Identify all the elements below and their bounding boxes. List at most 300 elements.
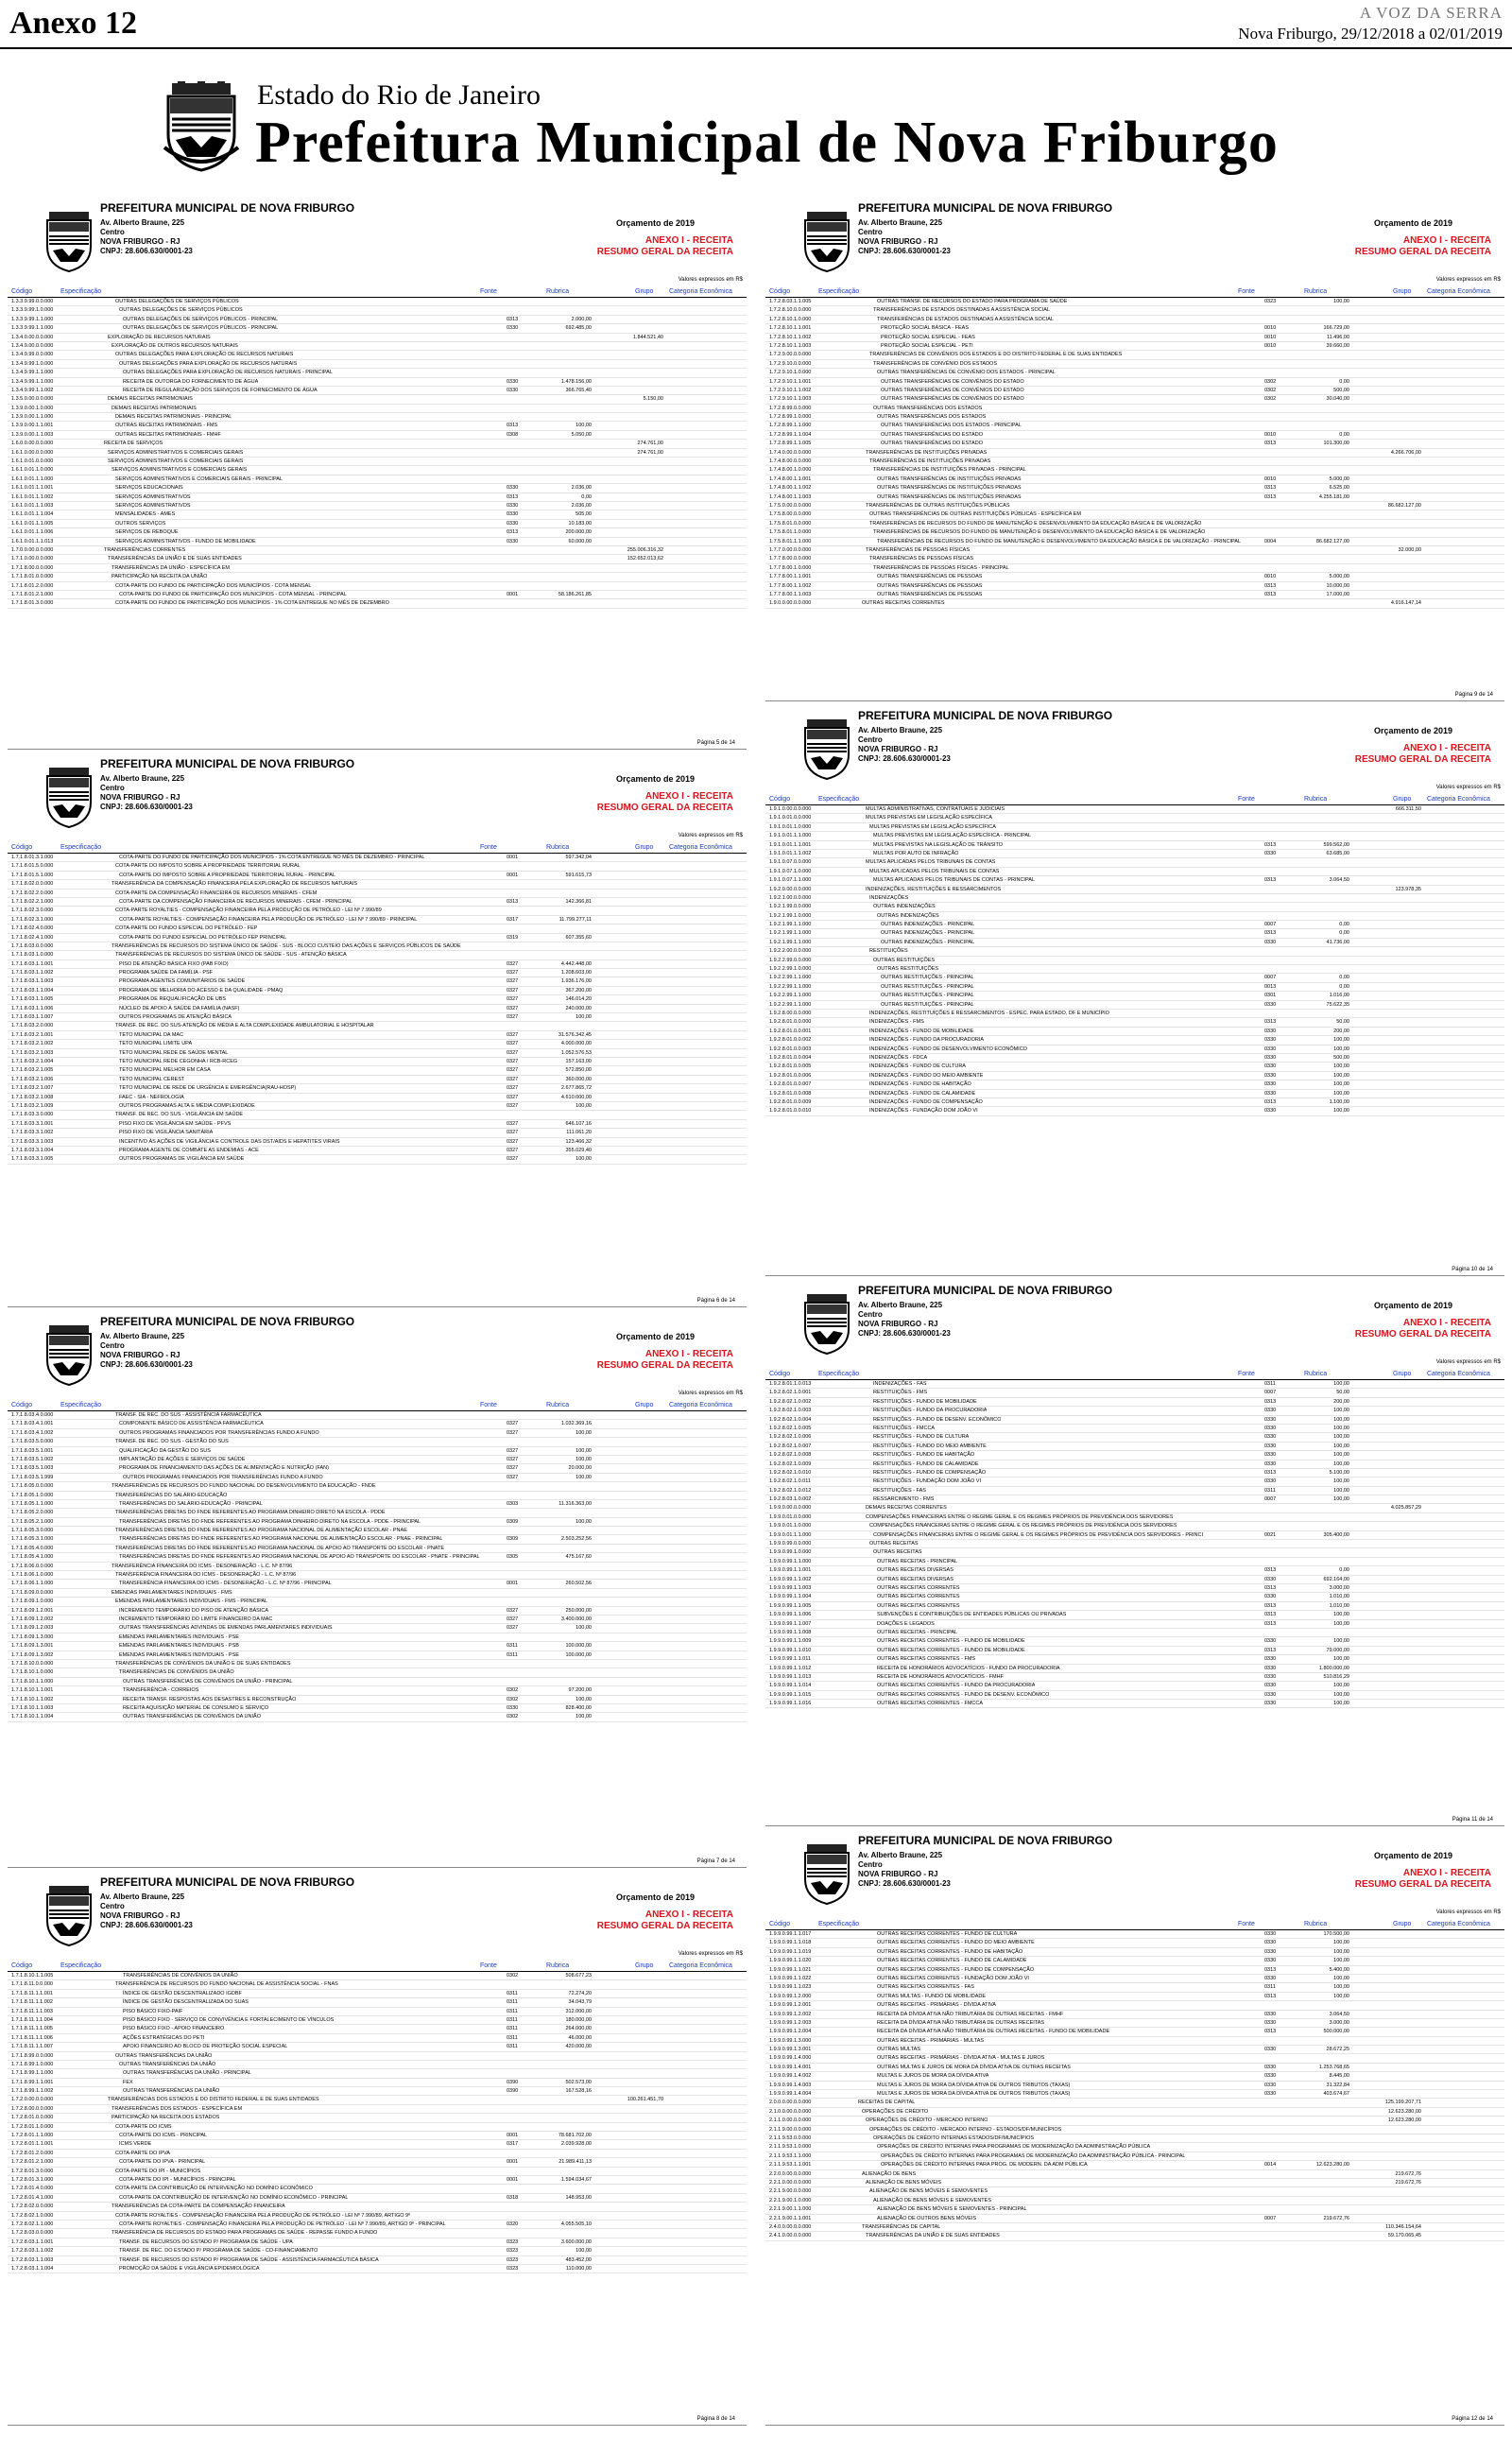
row-fonte: 0327 — [507, 1616, 519, 1622]
row-especificacao: TRANSFERÊNCIA DE RECURSOS DO ESTADO PARA PROGRAMAS DE SAÚDE - REPASSE FUNDO A FUNDO — [112, 2230, 378, 2237]
row-codigo: 1.9.2.8.00.0.0.000 — [769, 1010, 812, 1016]
row-especificacao: QUALIFICAÇÃO DA GESTÃO DO SUS — [119, 1447, 211, 1454]
row-rubrica: 100,00 — [1333, 1691, 1349, 1698]
row-rubrica: 5.400,00 — [1329, 1966, 1349, 1973]
row-codigo: 1.6.1.0.01.1.1.000 — [11, 475, 54, 482]
row-especificacao: SERVIÇOS ADMINISTRATIVOS E COMERCIAIS GERAIS - PRINCIPAL — [115, 475, 283, 482]
row-especificacao: COTA-PARTE DA CONTRIBUIÇÃO DE INTERVENÇÃO NO DOMÍNIO ECONÔMICO — [115, 2186, 313, 2192]
row-codigo: 1.7.1.8.03.5.1.999 — [11, 1474, 54, 1480]
row-codigo: 1.7.2.8.00.0.0.000 — [11, 2105, 54, 2112]
row-rubrica: 3.064,50 — [1329, 877, 1349, 884]
row-especificacao: OPERAÇÕES DE CRÉDITO - MERCADO INTERNO - ESTADOS/DF/MUNICÍPIOS — [869, 2126, 1062, 2133]
row-fonte: 0313 — [507, 898, 519, 905]
col-grupo: Grupo — [1393, 1371, 1412, 1377]
organization-name: PREFEITURA MUNICIPAL DE NOVA FRIBURGO — [858, 1284, 1113, 1297]
row-codigo: 1.9.2.8.01.0.0.009 — [769, 1098, 812, 1105]
row-especificacao: SUBVENÇÕES E CONTRIBUIÇÕES DE ENTIDADES PÚBLICAS OU PRIVADAS — [877, 1612, 1067, 1618]
row-especificacao: OPERAÇÕES DE CRÉDITO INTERNAS ESTADOS/DF/MUNICÍPIOS — [873, 2134, 1035, 2141]
row-rubrica: 502.573,00 — [565, 2079, 592, 2085]
row-codigo: 2.1.1.9.53.0.0.000 — [769, 2134, 812, 2141]
col-grupo: Grupo — [635, 844, 654, 851]
currency-note: Valores expressos em R$ — [678, 1391, 743, 1396]
row-fonte: 0330 — [507, 325, 519, 332]
row-fonte: 0390 — [507, 2088, 519, 2095]
table-row — [8, 1509, 747, 1517]
address-street: Av. Alberto Braune, 225 — [100, 1332, 185, 1340]
row-fonte: 0330 — [1264, 1090, 1277, 1097]
table-row — [8, 2114, 747, 2122]
row-fonte: 0302 — [507, 1687, 519, 1694]
table-row — [765, 921, 1504, 929]
row-fonte: 0313 — [507, 493, 519, 500]
row-rubrica: 4.055.505,10 — [560, 2221, 592, 2227]
row-fonte: 0313 — [1264, 591, 1277, 597]
table-row — [8, 378, 747, 387]
coat-of-arms-icon — [43, 767, 94, 829]
col-categoria: Categoria Econômica — [1427, 1921, 1490, 1927]
table-row — [765, 351, 1504, 359]
row-especificacao: PISO DE ATENÇÃO BÁSICA FIXO (PAB FIXO) — [119, 960, 229, 967]
table-row — [765, 1080, 1504, 1089]
col-rubrica: Rubrica — [1304, 1371, 1328, 1377]
report-page-9 — [765, 194, 1504, 701]
coat-of-arms-icon — [43, 211, 94, 273]
row-fonte: 0327 — [507, 1014, 519, 1021]
table-row — [765, 1655, 1504, 1664]
row-fonte: 0311 — [507, 1999, 518, 2006]
budget-year: Orçamento de 2019 — [616, 774, 696, 784]
row-rubrica: 100.000,00 — [565, 1643, 592, 1650]
col-categoria: Categoria Econômica — [669, 288, 732, 295]
table-row — [765, 1107, 1504, 1115]
coat-of-arms-icon — [43, 1885, 94, 1947]
table-row — [765, 334, 1504, 342]
cnpj: CNPJ: 28.606.630/0001-23 — [100, 247, 193, 255]
row-codigo: 1.7.1.8.03.3.1.001 — [11, 1120, 54, 1127]
table-row — [8, 520, 747, 528]
row-rubrica: 1.100,00 — [1329, 1098, 1349, 1105]
row-fonte: 0010 — [1264, 325, 1277, 332]
table-row — [765, 1407, 1504, 1415]
row-rubrica: 100,00 — [576, 1456, 592, 1462]
table-row — [8, 977, 747, 986]
table-row — [765, 2019, 1504, 2028]
annex-receita: ANEXO I - RECEITA — [644, 1910, 733, 1920]
row-especificacao: RESTITUIÇÕES - FUNDO DE MOBILIDADE — [873, 1398, 977, 1405]
table-row — [765, 1018, 1504, 1027]
row-codigo: 1.7.1.8.03.2.1.003 — [11, 1049, 54, 1056]
report-header — [765, 194, 1504, 286]
annex-receita: ANEXO I - RECEITA — [1402, 1868, 1491, 1878]
table-row — [765, 502, 1504, 510]
table-row — [8, 1660, 747, 1668]
row-codigo: 1.9.9.0.99.1.1.016 — [769, 1701, 812, 1707]
row-rubrica: 508.677,23 — [565, 1973, 592, 1979]
row-especificacao: RESTITUIÇÕES - FUNDO DE COMPENSAÇÃO — [873, 1469, 987, 1476]
row-fonte: 0330 — [507, 378, 519, 385]
row-especificacao: OUTRAS TRANSFERÊNCIAS DA UNIÃO — [119, 2061, 216, 2067]
row-rubrica: 101.300,00 — [1323, 441, 1349, 447]
table-row — [765, 1957, 1504, 1965]
row-especificacao: OPERAÇÕES DE CRÉDITO INTERNAS PARA PROGRAMAS DE MODERNIZAÇÃO DA ADMINISTRAÇÃO PÚBLICA — [877, 2144, 1151, 2151]
row-especificacao: OUTRAS RECEITAS CORRENTES - FUNDO DE MOBILIDADE — [877, 1647, 1025, 1653]
row-rubrica: 30.040,00 — [1326, 396, 1349, 403]
annex-label — [1355, 1868, 1491, 1891]
row-total: 100.261.451,70 — [627, 2097, 663, 2103]
page-number: Página 7 de 14 — [696, 1858, 735, 1864]
row-codigo: 2.1.1.9.53.1.1.000 — [769, 2152, 812, 2159]
row-codigo: 1.7.1.8.11.1.1.002 — [11, 1999, 53, 2006]
row-codigo: 1.7.1.8.02.4.0.000 — [11, 925, 54, 932]
annex-title: Anexo 12 — [9, 6, 138, 41]
row-fonte: 0313 — [1264, 930, 1277, 937]
row-especificacao: TRANSFERÊNCIAS DOS ESTADOS E DO DISTRITO FEDERAL E DE SUAS ENTIDADES — [108, 2097, 319, 2103]
table-row — [765, 2090, 1504, 2099]
row-fonte: 0330 — [1264, 1416, 1277, 1423]
row-rubrica: 100,00 — [1333, 1037, 1349, 1044]
row-especificacao: COMPONENTE BÁSICO DE ASSISTÊNCIA FARMACÊUTICA — [119, 1421, 264, 1427]
row-fonte: 0330 — [1264, 1594, 1277, 1600]
table-row — [765, 1930, 1504, 1939]
row-especificacao: EMENDAS PARLAMENTARES INDIVIDUAIS - FMS — [112, 1589, 232, 1596]
col-codigo: Código — [11, 1402, 33, 1408]
row-codigo: 1.7.1.8.02.2.1.000 — [11, 898, 54, 905]
table-row — [8, 1155, 747, 1164]
col-especificacao: Especificação — [818, 1371, 860, 1377]
row-especificacao: OUTRAS DELEGAÇÕES DE SERVIÇOS PÚBLICOS - PRINCIPAL — [123, 325, 279, 332]
row-fonte: 0313 — [1264, 1612, 1277, 1618]
row-codigo: 1.7.1.8.05.2.0.000 — [11, 1510, 54, 1516]
row-fonte: 0327 — [507, 1031, 519, 1038]
table-row — [765, 2179, 1504, 2187]
table-row — [765, 1522, 1504, 1530]
row-especificacao: OUTRAS RECEITAS CORRENTES - FUNDO DE CULTURA — [877, 1931, 1018, 1937]
table-row — [765, 1389, 1504, 1397]
row-fonte: 0007 — [1264, 1390, 1277, 1396]
row-codigo: 1.7.1.8.03.2.1.001 — [11, 1031, 54, 1038]
col-especificacao: Especificação — [818, 288, 860, 295]
row-especificacao: TRANSFERÊNCIAS DA UNIÃO E DE SUAS ENTIDADES — [108, 556, 242, 562]
row-especificacao: TRANSFERÊNCIAS DE RECURSOS DO FUNDO DE MANUTENÇÃO E DESENVOLVIMENTO DA EDUCAÇÃO BÁSICA E DE VALORIZAÇÃO — [873, 529, 1206, 536]
row-rubrica: 646.107,16 — [565, 1120, 592, 1127]
table-row — [8, 1049, 747, 1058]
row-codigo: 1.9.2.8.01.0.0.000 — [769, 1019, 812, 1026]
row-fonte: 0311 — [1264, 1984, 1276, 1991]
row-fonte: 0302 — [1264, 378, 1277, 385]
row-especificacao: OUTRAS RECEITAS CORRENTES - FUNDO DO MEIO AMBIENTE — [877, 1940, 1035, 1946]
address-city: NOVA FRIBURGO - RJ — [100, 1351, 180, 1359]
table-row — [765, 564, 1504, 573]
row-codigo: 2.0.0.0.00.0.0.000 — [769, 2100, 812, 2106]
organization-name: PREFEITURA MUNICIPAL DE NOVA FRIBURGO — [858, 201, 1113, 215]
row-codigo: 1.7.1.8.05.1.0.000 — [11, 1492, 54, 1498]
row-especificacao: OUTRAS DELEGAÇÕES PARA EXPLORAÇÃO DE RECURSOS NATURAIS — [119, 360, 298, 367]
table-row — [765, 1010, 1504, 1018]
row-codigo: 1.9.2.2.99.0.0.000 — [769, 957, 812, 963]
row-codigo: 1.3.4.9.99.0.0.000 — [11, 352, 54, 358]
row-fonte: 0327 — [507, 1094, 519, 1100]
row-codigo: 1.7.2.8.99.1.0.000 — [769, 414, 812, 421]
row-codigo: 1.7.2.8.01.4.0.000 — [11, 2186, 54, 2192]
row-codigo: 1.3.9.0.00.1.1.001 — [11, 423, 54, 429]
row-rubrica: 367.200,00 — [565, 987, 592, 994]
row-codigo: 1.7.1.8.03.3.1.002 — [11, 1130, 54, 1136]
row-especificacao: OUTRAS RECEITAS - PRIMÁRIAS - DÍVIDA ATIVA — [877, 2002, 996, 2009]
row-rubrica: 31.322,84 — [1326, 2082, 1349, 2088]
row-especificacao: TRANSFERÊNCIAS DO SALÁRIO-EDUCAÇÃO - PRINCIPAL — [119, 1500, 263, 1507]
row-rubrica: 100,00 — [1333, 1063, 1349, 1070]
table-row — [765, 886, 1504, 894]
row-rubrica: 170.500,00 — [1323, 1931, 1349, 1937]
row-rubrica: 0,00 — [581, 493, 592, 500]
row-rubrica: 1.800.000,00 — [1318, 1665, 1349, 1671]
row-especificacao: PISO FIXO DE VIGILÂNCIA SANITÁRIA — [119, 1130, 214, 1136]
row-rubrica: 100,00 — [1333, 1683, 1349, 1689]
row-rubrica: 180.000,00 — [565, 2016, 592, 2023]
row-rubrica: 572.850,00 — [565, 1067, 592, 1074]
row-rubrica: 86.682.127,00 — [1315, 538, 1349, 544]
row-fonte: 0330 — [1264, 1478, 1277, 1485]
row-codigo: 1.9.1.0.00.0.0.000 — [769, 806, 812, 812]
right-column — [765, 194, 1504, 2426]
row-fonte: 0311 — [1264, 1381, 1276, 1387]
row-rubrica: 1.032.369,16 — [560, 1421, 592, 1427]
row-fonte: 0323 — [507, 2256, 519, 2263]
table-row — [8, 1972, 747, 1980]
col-categoria: Categoria Econômica — [669, 1402, 732, 1408]
table-row — [765, 912, 1504, 921]
row-codigo: 1.9.9.0.99.1.1.005 — [769, 1602, 812, 1609]
row-codigo: 1.9.9.0.99.1.3.000 — [769, 2037, 812, 2044]
table-row — [8, 466, 747, 475]
table-row — [8, 493, 747, 502]
row-rubrica: 100,00 — [1333, 1487, 1349, 1494]
row-rubrica: 475.167,60 — [565, 1554, 592, 1561]
table-row — [8, 1429, 747, 1438]
row-codigo: 1.7.2.8.01.1.1.001 — [11, 2141, 54, 2148]
row-rubrica: 366.765,40 — [565, 387, 592, 393]
row-fonte: 0313 — [1264, 877, 1277, 884]
row-fonte: 0327 — [507, 1102, 519, 1109]
row-especificacao: ICMS VERDE — [119, 2141, 152, 2148]
row-fonte: 0330 — [507, 520, 519, 527]
row-total: 274.761,00 — [637, 441, 663, 447]
row-especificacao: OUTRAS INDENIZAÇÕES - PRINCIPAL — [881, 930, 975, 937]
row-especificacao: ALIENAÇÃO DE BENS MÓVEIS E SEMOVENTES — [869, 2188, 988, 2195]
row-rubrica: 3.600.000,00 — [560, 2238, 592, 2245]
row-fonte: 0327 — [507, 1456, 519, 1462]
row-rubrica: 6.525,00 — [1329, 485, 1349, 492]
row-rubrica: 100,00 — [1333, 1975, 1349, 1981]
address-district: Centro — [100, 1902, 125, 1910]
table-row — [765, 1495, 1504, 1504]
row-fonte: 0327 — [507, 1447, 519, 1454]
row-codigo: 1.9.2.8.02.1.0.005 — [769, 1425, 812, 1431]
row-especificacao: INDENIZAÇÕES - FUNDO DE MOBILIDADE — [869, 1028, 974, 1034]
row-codigo: 1.7.2.8.01.2.1.000 — [11, 2159, 54, 2166]
table-row — [765, 965, 1504, 974]
row-fonte: 0330 — [1264, 2019, 1277, 2026]
row-codigo: 1.7.4.0.00.0.0.000 — [769, 449, 812, 456]
annex-receita: ANEXO I - RECEITA — [1402, 235, 1491, 246]
table-body — [8, 1972, 747, 2273]
row-fonte: 0330 — [1264, 1948, 1277, 1955]
table-row — [8, 342, 747, 351]
row-codigo: 1.3.4.9.99.1.1.000 — [11, 378, 54, 385]
col-codigo: Código — [11, 288, 33, 295]
currency-note: Valores expressos em R$ — [1435, 1359, 1501, 1365]
table-row — [765, 2064, 1504, 2072]
row-rubrica: 1.010,00 — [1329, 1594, 1349, 1600]
row-especificacao: TETO MUNICIPAL DE REDE DE URGÊNCIA E EMERGÊNCIA(RAU-HOSP) — [119, 1085, 297, 1092]
row-fonte: 0330 — [507, 511, 519, 518]
row-codigo: 1.9.1.0.01.0.0.000 — [769, 815, 812, 821]
row-especificacao: ALIENAÇÃO DE BENS — [862, 2170, 917, 2177]
table-row — [765, 1054, 1504, 1063]
coat-of-arms-icon — [801, 1293, 852, 1356]
row-fonte: 0327 — [507, 1421, 519, 1427]
row-rubrica: 58.186.261,85 — [558, 591, 592, 597]
row-especificacao: OUTRAS RECEITAS - PRIMÁRIAS - DÍVIDA ATIVA - MULTAS E JUROS — [877, 2055, 1045, 2062]
row-especificacao: RESTITUIÇÕES - FUNDO DE DESENV. ECONÔMICO — [873, 1416, 1002, 1423]
table-row — [8, 582, 747, 591]
row-fonte: 0004 — [1264, 538, 1277, 544]
row-especificacao: PARTICIPAÇÃO NA RECEITA DA UNIÃO — [112, 574, 208, 580]
row-codigo: 1.9.2.8.01.0.0.008 — [769, 1090, 812, 1097]
row-especificacao: EMENDAS PARLAMENTARES INDIVIDUAIS - PSE — [119, 1633, 239, 1640]
table-row — [765, 832, 1504, 840]
row-especificacao: OUTRAS TRANSFERÊNCIAS DE CONVÊNIOS DO ESTADO — [881, 387, 1024, 393]
table-row — [8, 2185, 747, 2193]
row-codigo: 1.9.2.1.99.1.1.000 — [769, 930, 812, 937]
table-body — [765, 1380, 1504, 1708]
col-codigo: Código — [11, 844, 33, 851]
table-row — [765, 599, 1504, 608]
row-especificacao: OUTRAS RECEITAS DIVERSAS — [877, 1567, 954, 1574]
row-especificacao: TRANSFERÊNCIAS DA UNIÃO - ESPECÍFICA EM — [112, 564, 230, 571]
row-especificacao: COMPENSAÇÕES FINANCEIRAS ENTRE O REGIME GERAL E OS REGIMES PRÓPRIOS DE PREVIDÊNCIA DOS SERVIDORES — [866, 1513, 1174, 1520]
col-grupo: Grupo — [635, 1962, 654, 1969]
row-codigo: 1.3.3.9.99.0.0.000 — [11, 299, 54, 304]
row-codigo: 1.3.4.0.00.0.0.000 — [11, 334, 54, 340]
row-codigo: 1.7.2.8.03.0.0.000 — [11, 2230, 54, 2237]
row-rubrica: 100,00 — [1333, 1072, 1349, 1079]
newspaper-name: A VOZ DA SERRA — [1359, 4, 1503, 22]
row-total: 274.761,00 — [637, 449, 663, 456]
resumo-geral: RESUMO GERAL DA RECEITA — [596, 247, 733, 257]
table-row — [765, 1090, 1504, 1098]
row-codigo: 1.9.2.8.02.1.0.009 — [769, 1460, 812, 1467]
table-row — [8, 1527, 747, 1535]
col-fonte: Fonte — [480, 1402, 497, 1408]
table-row — [8, 1464, 747, 1473]
row-especificacao: INCREMENTO TEMPORÁRIO DO LIMITE FINANCEIRO DA MAC — [119, 1616, 273, 1622]
row-especificacao: SERVIÇOS ADMINISTRATIVOS - FUNDO DE MOBILIDADE — [115, 538, 256, 544]
row-rubrica: 100,00 — [1333, 1620, 1349, 1627]
row-codigo: 1.9.9.0.01.0.0.000 — [769, 1513, 812, 1520]
row-codigo: 1.9.9.0.99.1.3.001 — [769, 2047, 812, 2053]
table-row — [765, 2117, 1504, 2125]
address-street: Av. Alberto Braune, 225 — [100, 218, 185, 227]
row-especificacao: TRANSFERÊNCIAS DIRETAS DO FNDE REFERENTES AO PROGRAMA NACIONAL DE APOIO AO TRANSPORTE DO ESCOLAR - PNATE — [115, 1545, 445, 1551]
table-row — [8, 1642, 747, 1650]
table-row — [765, 1063, 1504, 1071]
table-row — [8, 907, 747, 915]
row-total: 12.623.280,00 — [1387, 2117, 1421, 2124]
table-row — [765, 573, 1504, 581]
table-row — [765, 1540, 1504, 1548]
row-total: 152.652.013,62 — [627, 556, 663, 562]
row-codigo: 1.7.1.8.11.1.1.004 — [11, 2016, 53, 2023]
currency-note: Valores expressos em R$ — [1435, 277, 1501, 283]
row-codigo: 1.9.9.0.99.1.0.000 — [769, 1549, 812, 1556]
row-codigo: 1.7.1.8.10.1.1.005 — [11, 1973, 54, 1979]
annex-label — [1355, 743, 1491, 766]
row-fonte: 0010 — [1264, 475, 1277, 482]
row-especificacao: MULTAS APLICADAS PELOS TRIBUNAIS DE CONTAS — [866, 859, 996, 866]
table-row — [765, 1046, 1504, 1054]
col-rubrica: Rubrica — [1304, 1921, 1328, 1927]
row-especificacao: RECEITA DA DÍVIDA ATIVA NÃO TRIBUTÁRIA DE OUTRAS RECEITAS — [877, 2019, 1045, 2026]
row-fonte: 0330 — [1264, 1576, 1277, 1582]
row-codigo: 1.7.1.8.10.1.1.000 — [11, 1678, 54, 1685]
row-rubrica: 1.478.156,00 — [560, 378, 592, 385]
row-rubrica: 0,00 — [1339, 975, 1349, 981]
table-row — [765, 1673, 1504, 1682]
table-row — [765, 528, 1504, 537]
row-codigo: 1.9.2.8.01.0.0.007 — [769, 1081, 812, 1088]
row-especificacao: DEMAIS RECEITAS PATRIMONIAIS — [108, 396, 193, 403]
address-district: Centro — [858, 1310, 883, 1319]
row-rubrica: 420.000,00 — [565, 2044, 592, 2050]
row-codigo: 1.9.2.1.00.0.0.000 — [769, 894, 812, 901]
row-especificacao: COTA-PARTE DO FUNDO DE PARTICIPAÇÃO DOS MUNICÍPIOS - COTA MENSAL — [115, 582, 312, 589]
row-fonte: 0302 — [507, 1696, 519, 1702]
budget-year: Orçamento de 2019 — [616, 1332, 696, 1341]
row-rubrica: 111.061,20 — [566, 1130, 592, 1136]
row-especificacao: INDENIZAÇÕES - FUNDO DE HABITAÇÃO — [869, 1081, 971, 1088]
table-row — [765, 1611, 1504, 1619]
row-especificacao: OUTRAS RECEITAS CORRENTES - FUNDAÇÃO DOM JOÃO VI — [877, 1975, 1029, 1981]
row-especificacao: TETO MUNICIPAL CEREST — [119, 1076, 185, 1082]
row-rubrica: 312.000,00 — [565, 2008, 592, 2014]
row-codigo: 1.9.9.0.99.1.1.013 — [769, 1673, 812, 1680]
row-codigo: 1.3.5.0.00.0.0.000 — [11, 396, 54, 403]
row-codigo: 1.7.2.8.01.1.1.000 — [11, 2133, 54, 2139]
row-codigo: 1.7.2.8.02.1.1.000 — [11, 2221, 54, 2227]
col-rubrica: Rubrica — [1304, 288, 1328, 295]
table-row — [765, 395, 1504, 404]
row-especificacao: TRANSFERÊNCIAS DIRETAS DO FNDE REFERENTES AO PROGRAMA DINHEIRO DIRETO NA ESCOLA - PDDE — [115, 1510, 386, 1516]
row-especificacao: OUTRAS DELEGAÇÕES PARA EXPLORAÇÃO DE RECURSOS NATURAIS — [115, 352, 294, 358]
row-especificacao: OPERAÇÕES DE CRÉDITO — [862, 2108, 929, 2115]
table-row — [765, 360, 1504, 369]
row-especificacao: COTA-PARTE ROYALTIES - COMPENSAÇÃO FINANCEIRA PELA PRODUÇÃO DE PETRÓLEO - LEI Nº 7.990/89, ARTIGO 9º - PRINCIPAL — [119, 2221, 446, 2227]
row-codigo: 1.7.2.9.10.1.1.002 — [769, 387, 812, 393]
row-rubrica: 219.672,76 — [1323, 2215, 1349, 2221]
row-rubrica: 100,00 — [1333, 1948, 1349, 1955]
table-header — [8, 842, 747, 854]
row-fonte: 0330 — [1264, 1460, 1277, 1467]
row-codigo: 1.7.1.8.03.1.1.001 — [11, 960, 54, 967]
organization-address — [100, 1332, 193, 1370]
row-especificacao: PISO FIXO DE VIGILÂNCIA EM SAÚDE - PFVS — [119, 1120, 232, 1127]
row-especificacao: OUTRAS RECEITAS — [873, 1549, 922, 1556]
row-fonte: 0330 — [1264, 1001, 1277, 1008]
row-especificacao: OUTRAS TRANSFERÊNCIAS DE CONVÊNIOS DA UNIÃO - PRINCIPAL — [123, 1678, 293, 1685]
table-row — [8, 1704, 747, 1713]
row-fonte: 0001 — [507, 591, 519, 597]
